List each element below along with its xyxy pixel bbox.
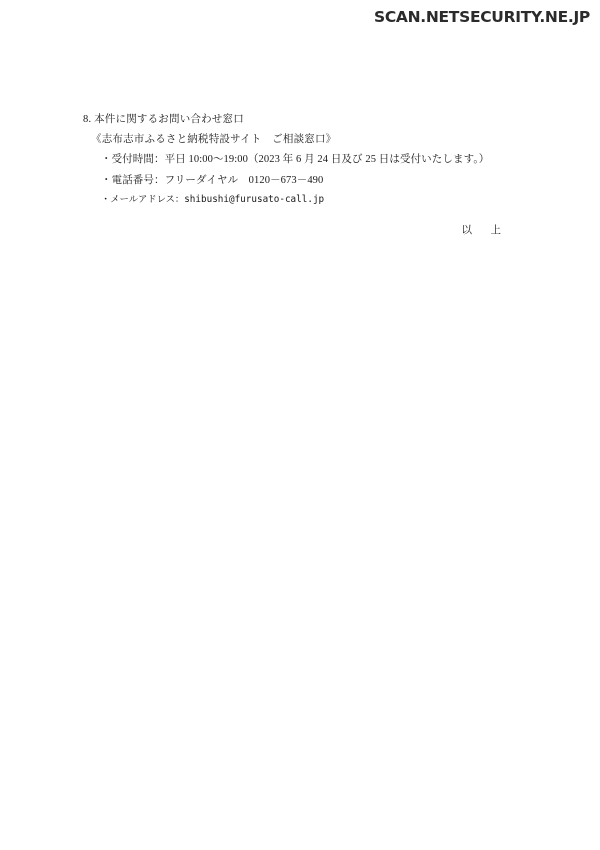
site-watermark: SCAN.NETSECURITY.NE.JP [373,8,590,26]
list-item-email: ・メールアドレス：shibushi@furusato-call.jp [101,193,325,205]
section-heading: 8. 本件に関するお問い合わせ窓口 [83,114,244,125]
document-body [83,113,553,237]
list-item-hours: ・受付時間：平日 10:00〜19:00（2023 年 6 月 24 日及び 25 日は受付いたします。） [101,154,490,166]
list-item-phone: ・電話番号：フリーダイヤル 0120－673－490 [101,174,324,186]
closing-note: 以 上 [461,225,505,237]
contact-details-list [83,152,553,206]
contact-window-subheading: 《志布志市ふるさと納税特設サイト ご相談窓口》 [91,133,337,145]
